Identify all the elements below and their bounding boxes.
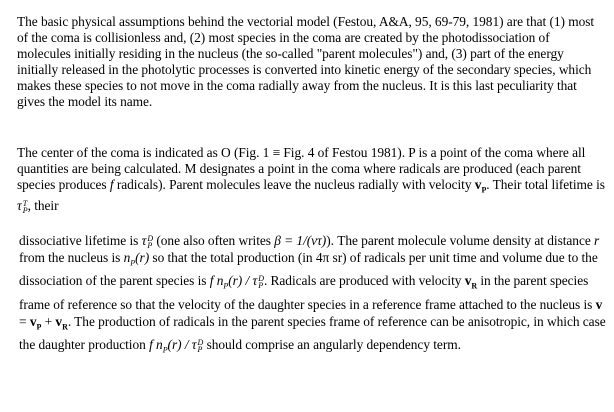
paragraph-coma-geometry bbox=[17, 145, 605, 214]
p3-text-7: in the parent species frame of reference so that the velocity of the daughter species in a reference frame attached to the nucleus is bbox=[19, 273, 596, 312]
symbol-r: r bbox=[594, 233, 600, 248]
equation-production-2: f $n_P(r)$ / τ D P bbox=[149, 337, 204, 355]
p3-text-5: so that the total production (in 4π sr) of radicals per unit time and volume due to the dissociation of the parent species is bbox=[19, 250, 598, 289]
symbol-tau-dissociative: τ D P bbox=[141, 233, 154, 250]
p2-text-4: , their bbox=[27, 198, 59, 214]
symbol-f: f bbox=[109, 176, 114, 192]
equation-velocity-sum: $v = v_P + v_R$ bbox=[19, 296, 603, 332]
symbol-vp: $v_P$ bbox=[474, 176, 487, 195]
paragraph-vectorial-model-assumptions bbox=[17, 14, 605, 109]
equation-beta: β = 1/(vτ) bbox=[274, 233, 327, 248]
paragraph-dissociative-lifetime bbox=[19, 232, 607, 359]
p2-text-2: radicals). Parent molecules leave the nucleus radially with velocity bbox=[113, 176, 475, 192]
symbol-vr: $v_R$ bbox=[464, 273, 478, 292]
symbol-tau-total: τ T P bbox=[17, 198, 28, 216]
p2-text-3: . Their total lifetime is bbox=[486, 176, 605, 192]
paragraph1-text: The basic physical assumptions behind the vectorial model (Festou, A&A, 95, 69-79, 1981) are that (1) most of the coma is collisionless and, (2) most species in the coma are created by the photodissociation of molecules initially residing in the nucleus (the so-called "parent molecules") and, (3) part of the energy initially released in the photolytic processes is converted into kinetic energy of the secondary species, which makes these species to not move in the coma radially away from the nucleus. It is this last peculiarity that gives the model its name. bbox=[17, 14, 595, 109]
p3-text-4: from the nucleus is bbox=[19, 250, 124, 266]
p3-text-9: should comprise an angularly dependency term. bbox=[203, 337, 461, 353]
p3-text-2: (one also often writes bbox=[153, 233, 275, 248]
p3-text-1: dissociative lifetime is bbox=[19, 233, 142, 248]
p3-text-8: . The production of radicals in the parent species frame of reference can be anisotropic, in which case the daughter production bbox=[19, 313, 606, 353]
p2-text-1: The center of the coma is indicated as O (Fig. 1 ≡ Fig. 4 of Festou 1981). P is a point of the coma where all quantities are being calculated. M designates a point in the coma where radicals are produced (each parent species produces bbox=[17, 145, 586, 192]
p3-text-6: . Radicals are produced with velocity bbox=[263, 273, 465, 289]
symbol-np: $n_P(r)$ bbox=[123, 250, 150, 269]
equation-production-1: f $n_P(r)$ / τ D P bbox=[209, 273, 264, 292]
p3-text-3: ). The parent molecule volume density at distance bbox=[326, 233, 595, 248]
